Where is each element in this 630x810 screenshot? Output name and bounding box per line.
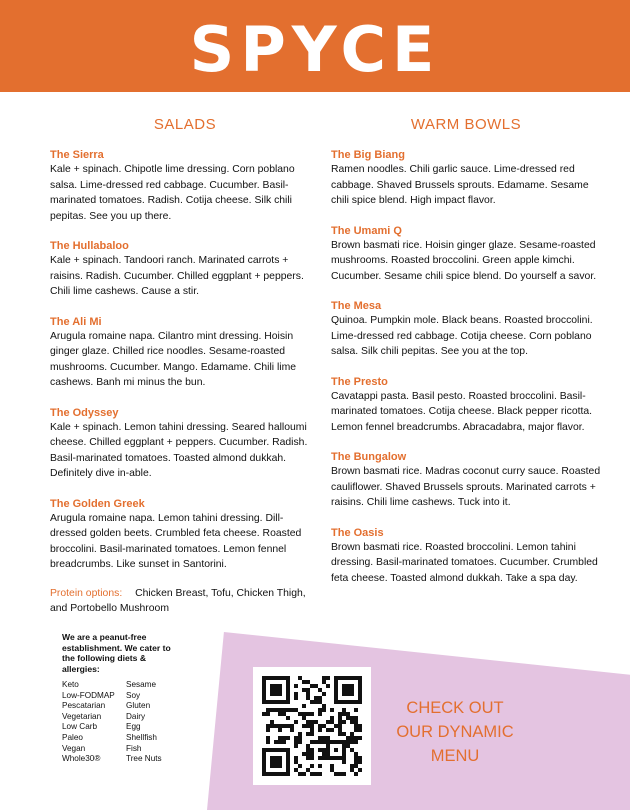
menu-item: [50, 406, 320, 482]
item-description: Kale + spinach. Chipotle lime dressing. Corn poblano salsa. Lime-dressed red cabbage. Cucumber. Basil-marinated tomatoes. Radish. Cotija cheese. Silk chili pepitas. See you up there.: [50, 164, 295, 222]
warm-bowls-title: WARM BOWLS: [410, 116, 522, 133]
protein-label: Protein options:: [50, 587, 123, 599]
allergen-item: Dairy: [126, 711, 146, 721]
menu-item: [331, 375, 601, 436]
item-name: The Mesa: [331, 300, 382, 312]
protein-options: [50, 586, 320, 617]
item-name: The Umami Q: [331, 224, 402, 237]
allergen-item: Sesame: [126, 680, 157, 689]
diet-item: Vegetarian: [62, 711, 102, 721]
diet-item: Low-FODMAP: [62, 690, 115, 700]
item-name: The Bungalow: [331, 451, 407, 463]
cta-line: CHECK OUT: [406, 699, 504, 717]
diet-item: Paleo: [62, 732, 83, 742]
diet-item: Vegan: [62, 743, 86, 753]
item-description: Arugula romaine napa. Lemon tahini dressing. Dill-dressed golden beets. Crumbled feta cheese. Roasted broccolini. Basil-marinated tomatoes. Lemon fennel breadcrumbs. Like sunset in Santorini.: [50, 512, 302, 570]
item-description: Quinoa. Pumpkin mole. Black beans. Roasted broccolini. Lime-dressed red cabbage. Cotija cheese. Corn poblano salsa. Silk chili pepitas. See you at the top.: [331, 315, 593, 357]
menu-item: [331, 299, 601, 360]
cta-line: MENU: [430, 747, 480, 765]
diet-item: Whole30®: [62, 754, 101, 764]
menu-item: [50, 148, 320, 224]
item-description: Kale + spinach. Lemon tahini dressing. Seared halloumi cheese. Chilled eggplant + peppers. Cucumber. Radish. Basil-marinated tomatoes. Toasted almond dukkah. Definitely dive in-able.: [50, 421, 308, 479]
item-name: The Golden Greek: [50, 497, 145, 510]
item-name: The Odyssey: [50, 406, 119, 419]
brand-logo: SPYCE: [189, 13, 441, 86]
protein-text: Chicken Breast, Tofu, Chicken Thigh, and Portobello Mushroom: [50, 587, 306, 614]
item-description: Kale + spinach. Tandoori ranch. Marinated carrots + raisins. Radish. Cucumber. Chilled eggplant + peppers. Chili lime cashews. Cause a stir.: [50, 255, 304, 297]
menu-item: [50, 497, 320, 573]
item-name: The Ali Mi: [50, 315, 102, 328]
menu-item: [331, 450, 601, 511]
allergy-info: [62, 632, 212, 765]
item-name: The Hullabaloo: [50, 240, 129, 252]
allergen-item: Egg: [126, 722, 141, 732]
item-description: Ramen noodles. Chili garlic sauce. Lime-dressed red cabbage. Shaved Brussels sprouts. Edamame. Sesame chili spice blend. High impact flavor.: [331, 164, 589, 206]
menu-item: [331, 224, 601, 285]
allergen-item: Shellfish: [126, 732, 157, 742]
qr-code-icon[interactable]: [262, 676, 362, 776]
diet-item: Low Carb: [62, 722, 98, 732]
allergen-item: Tree Nuts: [126, 754, 162, 764]
allergen-item: Soy: [126, 690, 141, 700]
menu-item: [50, 315, 320, 391]
item-description: Cavatappi pasta. Basil pesto. Roasted broccolini. Basil-marinated tomatoes. Cotija cheese. Black pepper ricotta. Lemon fennel breadcrumbs. Abracadabra, major flavor.: [331, 390, 593, 433]
salads-column: [50, 116, 320, 617]
item-name: The Sierra: [50, 149, 104, 161]
menu-item: [331, 148, 601, 209]
warm-bowls-column: [331, 116, 601, 601]
diet-allergen-list: [62, 680, 212, 765]
item-description: Brown basmati rice. Hoisin ginger glaze. Sesame-roasted mushrooms. Roasted broccolini. Green apple kimchi. Cucumber. Sesame chili spice blend. Do yourself a savor.: [331, 239, 597, 282]
item-description: Arugula romaine napa. Cilantro mint dressing. Hoisin ginger glaze. Chilled rice noodles. Sesame-roasted mushrooms. Cucumber. Mango. Edamame. Chili lime cashews. Banh mi minus the bun.: [50, 330, 297, 388]
allergen-item: Fish: [126, 743, 142, 753]
cta-line: OUR DYNAMIC: [396, 723, 514, 741]
salads-title: SALADS: [153, 116, 217, 133]
item-name: The Big Biang: [331, 149, 405, 161]
item-description: Brown basmati rice. Madras coconut curry sauce. Roasted cauliflower. Shaved Brussels sprouts. Marinated carrots + raisins. Chili lime cashews. Tuck into it.: [331, 466, 601, 508]
diet-item: Pescatarian: [62, 701, 106, 711]
item-name: The Presto: [331, 375, 388, 388]
item-name: The Oasis: [331, 526, 384, 539]
check-out-menu-text: [396, 696, 514, 768]
menu-item: [331, 526, 601, 587]
allergen-item: Gluten: [126, 701, 151, 711]
diet-item: Keto: [62, 680, 79, 689]
qr-code-card[interactable]: [253, 667, 371, 785]
allergy-intro: We are a peanut-free establishment. We cater to the following diets & allergies:: [62, 632, 171, 674]
menu-item: [50, 239, 320, 300]
item-description: Brown basmati rice. Roasted broccolini. Lemon tahini dressing. Basil-marinated tomatoes. Cucumber. Crumbled feta cheese. Toasted almond dukkah. Take a spa day.: [331, 541, 598, 584]
